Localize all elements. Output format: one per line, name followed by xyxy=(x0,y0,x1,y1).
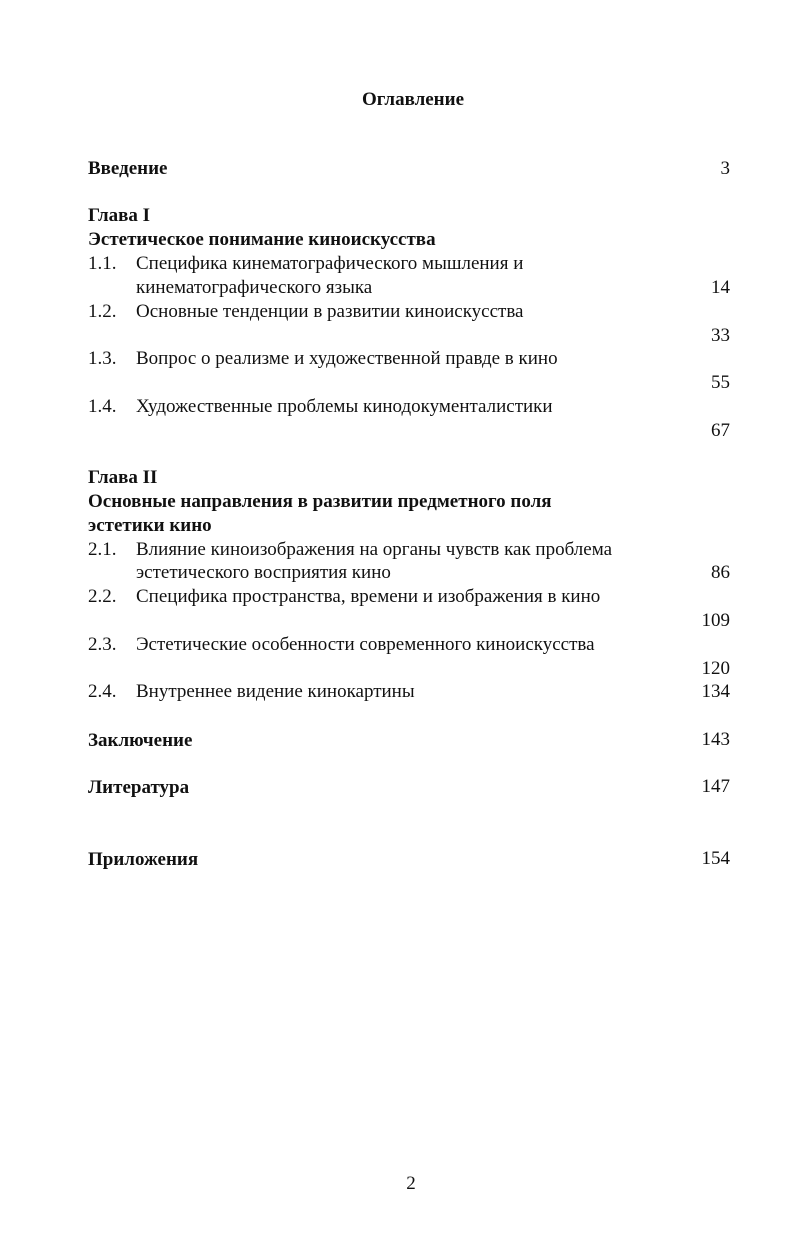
section-2-4-number: 2.4. xyxy=(88,681,117,702)
intro-page: 3 xyxy=(720,158,730,179)
section-1-1-number: 1.1. xyxy=(88,253,117,274)
section-1-2-page: 33 xyxy=(711,325,730,346)
conclusion-label: Заключение xyxy=(88,730,193,751)
section-2-3-page: 120 xyxy=(701,658,730,679)
section-2-4-page: 134 xyxy=(701,681,730,702)
section-1-1-title-line2: кинематографического языка xyxy=(136,277,373,298)
chapter2-heading: Глава II xyxy=(88,467,158,488)
section-2-1-page: 86 xyxy=(711,562,730,583)
conclusion-page: 143 xyxy=(701,729,730,750)
section-2-1-number: 2.1. xyxy=(88,539,117,560)
section-1-2-number: 1.2. xyxy=(88,301,117,322)
section-1-4-page: 67 xyxy=(711,420,730,441)
section-2-2-number: 2.2. xyxy=(88,586,117,607)
section-2-1-title-line2: эстетического восприятия кино xyxy=(136,562,391,583)
chapter2-title-line1: Основные направления в развитии предметного поля xyxy=(88,491,552,512)
section-2-2-title: Специфика пространства, времени и изображения в кино xyxy=(136,586,601,607)
section-1-1-page: 14 xyxy=(711,277,730,298)
section-1-3-number: 1.3. xyxy=(88,348,117,369)
section-1-4-number: 1.4. xyxy=(88,396,117,417)
section-2-3-title: Эстетические особенности современного киноискусства xyxy=(136,634,595,655)
appendix-page: 154 xyxy=(701,848,730,869)
literature-page: 147 xyxy=(701,776,730,797)
section-1-3-title: Вопрос о реализме и художественной правде в кино xyxy=(136,348,558,369)
section-1-3-page: 55 xyxy=(711,372,730,393)
chapter2-title-line2: эстетики кино xyxy=(88,515,212,536)
literature-label: Литература xyxy=(88,777,190,798)
section-1-2-title: Основные тенденции в развитии киноискусства xyxy=(136,301,524,322)
section-1-4-title: Художественные проблемы кинодокументалистики xyxy=(136,396,553,417)
chapter1-heading: Глава I xyxy=(88,205,151,226)
section-2-2-page: 109 xyxy=(701,610,730,631)
section-1-1-title-line1: Специфика кинематографического мышления и xyxy=(136,253,524,274)
chapter1-title: Эстетическое понимание киноискусства xyxy=(88,229,436,250)
section-2-1-title-line1: Влияние киноизображения на органы чувств как проблема xyxy=(136,539,613,560)
page-number: 2 xyxy=(406,1173,416,1194)
toc-title: Оглавление xyxy=(361,89,465,110)
section-2-3-number: 2.3. xyxy=(88,634,117,655)
section-2-4-title: Внутреннее видение кинокартины xyxy=(136,681,415,702)
appendix-label: Приложения xyxy=(88,849,199,870)
intro-label: Введение xyxy=(88,158,168,179)
